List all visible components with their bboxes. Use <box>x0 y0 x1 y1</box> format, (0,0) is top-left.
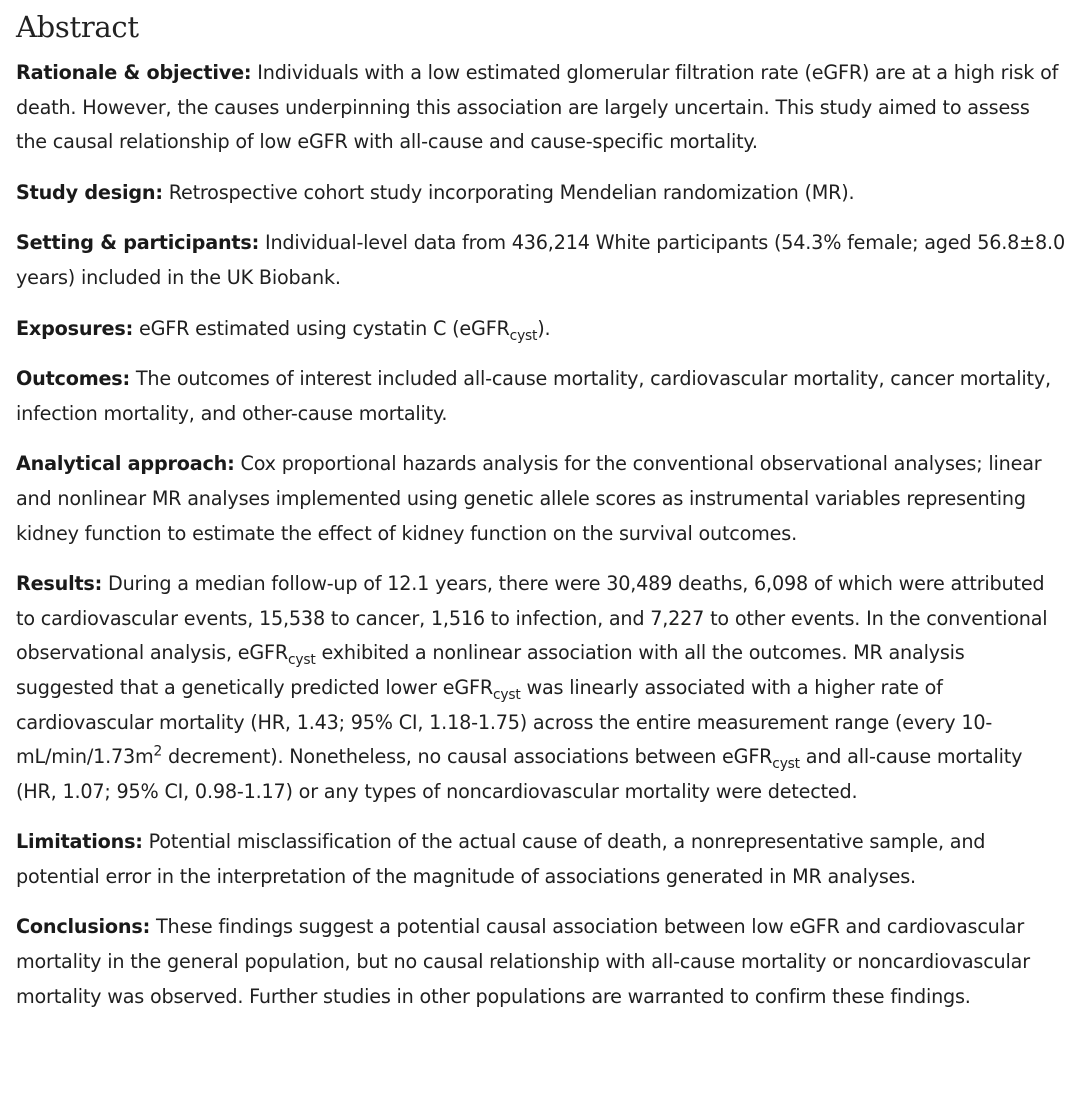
setting-paragraph <box>16 226 1066 295</box>
conclusions-text: These findings suggest a potential causal association between low eGFR and cardiovascular mortality in the general population, but no causal relationship with all-cause mortality or noncardiovascular mortality was observed. Further studies in other populations are warranted to confirm these findings. <box>16 915 1030 1008</box>
exposures-text: eGFR estimated using cystatin C (eGFR <box>133 316 510 340</box>
results-text: exhibited a nonlinear association with all the outcomes. MR analysis suggested that a genetically predicted lower eGFR <box>16 641 965 699</box>
results-subscript: cyst <box>493 686 521 703</box>
limitations-paragraph <box>16 825 1066 894</box>
results-label: Results: <box>16 572 103 596</box>
rationale-label: Rationale & objective: <box>16 61 252 84</box>
exposures-label: Exposures: <box>16 316 134 340</box>
exposures-text-end: ). <box>537 316 551 340</box>
analytical-approach-paragraph <box>16 447 1066 551</box>
setting-text: Individual-level data from 436,214 White participants (54.3% female; aged 56.8±8.0 years) included in the UK Biobank. <box>16 231 1065 289</box>
results-text: was linearly associated with a higher rate of cardiovascular mortality (HR, 1.43; 95% CI, 1.18-1.75) across the entire measurement range (every 10-mL/min/1.73m <box>16 675 993 769</box>
limitations-label: Limitations: <box>16 830 143 854</box>
results-text: During a median follow-up of 12.1 years, there were 30,489 deaths, 6,098 of which were attributed to cardiovascular events, 15,538 to cancer, 1,516 to infection, and 7,227 to other events. In the conventional observational analysis, eGFR <box>16 572 1048 665</box>
results-subscript: cyst <box>288 652 316 669</box>
conclusions-paragraph <box>16 910 1066 1014</box>
results-text: decrement). Nonetheless, no causal associations between eGFR <box>162 745 773 769</box>
limitations-text: Potential misclassification of the actual cause of death, a nonrepresentative sample, and potential error in the interpretation of the magnitude of associations generated in MR analyses. <box>16 830 986 888</box>
study-design-paragraph <box>16 176 1066 211</box>
rationale-text: Individuals with a low estimated glomerular filtration rate (eGFR) are at a high risk of death. However, the causes underpinning this association are largely uncertain. This study aimed to assess the causal relationship of low eGFR with all-cause and cause-specific mortality. <box>16 61 1059 154</box>
outcomes-label: Outcomes: <box>16 367 130 391</box>
results-text: and all-cause mortality (HR, 1.07; 95% CI, 0.98-1.17) or any types of noncardiovascular mortality were detected. <box>16 745 1023 803</box>
outcomes-paragraph <box>16 362 1066 431</box>
conclusions-label: Conclusions: <box>16 915 151 939</box>
analytical-approach-label: Analytical approach: <box>16 452 235 476</box>
setting-label: Setting & participants: <box>16 231 260 255</box>
abstract-section <box>16 0 1066 1014</box>
rationale-paragraph <box>16 56 1066 160</box>
exposures-subscript: cyst <box>509 327 538 344</box>
analytical-approach-text: Cox proportional hazards analysis for the conventional observational analyses; linear and nonlinear MR analyses implemented using genetic allele scores as instrumental variables representing kidney function to estimate the effect of kidney function on the survival outcomes. <box>16 452 1042 545</box>
study-design-label: Study design: <box>16 180 163 204</box>
outcomes-text: The outcomes of interest included all-cause mortality, cardiovascular mortality, cancer mortality, infection mortality, and other-cause mortality. <box>16 367 1051 425</box>
results-subscript: cyst <box>772 755 800 772</box>
abstract-heading: Abstract <box>16 10 139 44</box>
study-design-text: Retrospective cohort study incorporating Mendelian randomization (MR). <box>162 180 855 204</box>
results-superscript: 2 <box>153 743 163 760</box>
exposures-paragraph <box>16 312 1066 347</box>
results-paragraph <box>16 567 1066 809</box>
